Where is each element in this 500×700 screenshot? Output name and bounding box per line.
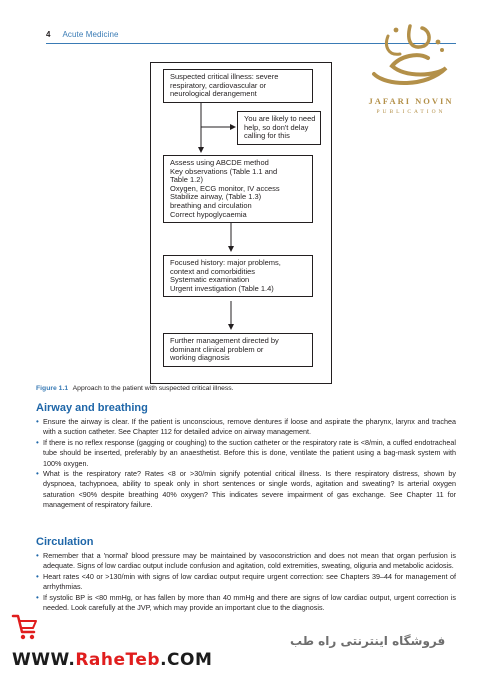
flow-text: Suspected critical illness: severe <box>170 72 279 81</box>
flow-text: Oxygen, ECG monitor, IV access <box>170 183 280 193</box>
watermark-url <box>12 650 212 670</box>
flow-text: help, so don't delay <box>244 122 309 132</box>
flow-text: calling for this <box>244 131 290 141</box>
logo-subtitle: PUBLICATION <box>376 109 446 115</box>
flow-box-abcde <box>163 155 313 223</box>
running-title: Acute Medicine <box>62 30 119 39</box>
flow-box-further-management <box>163 333 313 367</box>
figure-caption-text: Approach to the patient with suspected critical illness. <box>72 385 234 392</box>
flow-text: respiratory, cardiovascular or <box>170 80 267 90</box>
flow-text: Stabilize airway, (Table 1.3) <box>170 192 262 202</box>
list-item: • Heart rates <40 or >130/min with signs of low cardiac output require urgent correction: see Chapters 39–44 for management of arrhythmias. <box>36 572 456 593</box>
flow-box-suspected-illness <box>163 69 313 103</box>
flow-box-focused-history <box>163 255 313 297</box>
section-heading-circulation: Circulation <box>36 536 94 548</box>
list-item: • Remember that a 'normal' blood pressure may be maintained by vasoconstriction and does not mean that organ perfusion is adequate. Signs of low cardiac output include confusion and agitation, cold extremities, sweating, oliguria and metabolic acidosis. <box>36 551 456 572</box>
flow-text: Key observations (Table 1.1 and <box>170 166 278 176</box>
flow-text: You are likely to need <box>244 114 316 123</box>
figure-caption <box>36 385 234 392</box>
figure-label: Figure 1.1 <box>36 385 69 392</box>
flow-box-call-help <box>237 111 321 145</box>
cart-icon <box>10 612 38 642</box>
watermark-persian: فروشگاه اینترنتی راه طب <box>290 634 446 648</box>
flow-text: working diagnosis <box>170 353 230 363</box>
list-item: • If there is no reflex response (gagging or coughing) to the suction catheter or the respiratory rate is <8/min, a cuffed endotracheal tube should be inserted, preferably by an anaesthetist. Before this is done, ventilate the patient using a bag-mask system with 100% oxygen. <box>36 438 456 469</box>
page-number: 4 <box>46 30 51 39</box>
running-header <box>46 30 119 39</box>
flow-text: neurological derangement <box>170 89 257 99</box>
calligraphy-logo-icon <box>366 16 456 96</box>
airway-bullet-list <box>36 417 456 511</box>
circulation-bullet-list <box>36 551 456 613</box>
flow-text: Assess using ABCDE method <box>170 158 269 167</box>
flow-text: Table 1.2) <box>170 175 203 185</box>
logo-name: JAFARI NOVIN <box>368 96 454 106</box>
flow-text: Focused history: major problems, <box>170 258 281 267</box>
flow-text: Systematic examination <box>170 275 250 285</box>
flow-text: Further management directed by <box>170 336 279 345</box>
section-heading-airway: Airway and breathing <box>36 402 148 414</box>
flow-text: dominant clinical problem or <box>170 344 264 354</box>
list-item: • If systolic BP is <80 mmHg, or has fallen by more than 40 mmHg and there are signs of low cardiac output, urgent correction is needed. Look carefully at the JVP, which may provide an important clue to the diagnosis. <box>36 593 456 614</box>
flow-text: Correct hypoglycaemia <box>170 209 247 219</box>
flow-text: Urgent investigation (Table 1.4) <box>170 283 274 293</box>
list-item: • Ensure the airway is clear. If the patient is unconscious, remove dentures if loose and aspirate the pharynx, larynx and trachea with a suction catheter. See Chapter 112 for detailed advice on airway management. <box>36 417 456 438</box>
publisher-logo <box>352 16 470 126</box>
watermark-url-suffix: .COM <box>160 650 213 670</box>
watermark-url-brand: RaheTeb <box>75 650 161 670</box>
list-item: • What is the respiratory rate? Rates <8 or >30/min signify potential critical illness. Is there respiratory distress, shown by dyspnoea, tachypnoea, ability to speak only in short sentences or single words, agitation and sweating? Is arterial oxygen saturation <90% despite breathing 40% oxygen? This indicates severe impairment of gas exchange. See Chapter 11 for management of respiratory failure. <box>36 469 456 511</box>
watermark-url-prefix: WWW. <box>12 650 76 670</box>
flowchart <box>150 62 332 384</box>
flow-text: breathing and circulation <box>170 200 252 210</box>
flow-text: context and comorbidities <box>170 266 256 276</box>
